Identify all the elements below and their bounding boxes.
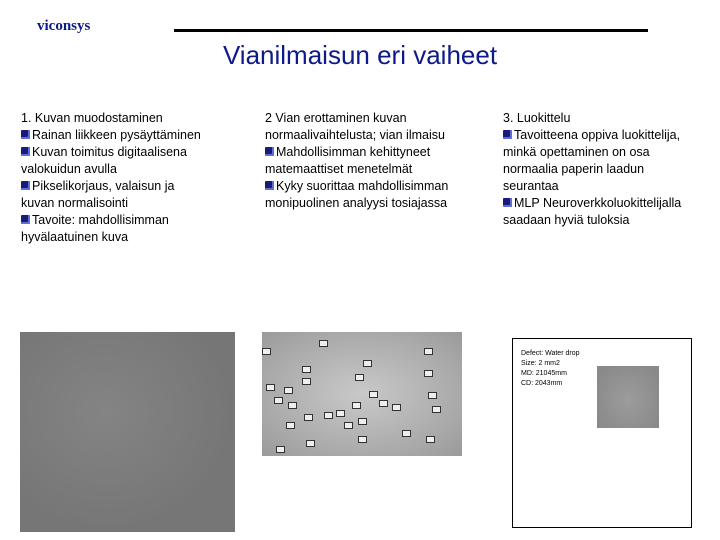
defect-marker xyxy=(302,378,311,385)
bullet-icon xyxy=(265,147,274,156)
bullet-icon xyxy=(21,181,30,190)
slide-title: Vianilmaisun eri vaiheet xyxy=(222,40,498,70)
defect-marker xyxy=(324,412,333,419)
defect-marker xyxy=(266,384,275,391)
bullet-icon xyxy=(21,130,30,139)
classification-result-panel xyxy=(512,338,692,528)
raw-web-image xyxy=(20,332,235,532)
defect-marker xyxy=(336,410,345,417)
defect-marker xyxy=(262,348,271,355)
list-item: Kuvan toimitus digitaalisena valokuidun avulla xyxy=(21,145,187,176)
detected-defects-image xyxy=(262,332,462,456)
bullet-icon xyxy=(503,198,512,207)
column-heading: 3. Luokittelu xyxy=(503,111,571,125)
list-item: Mahdollisimman kehittyneet matemaattiset menetelmät xyxy=(265,145,431,176)
defect-marker xyxy=(304,414,313,421)
defect-marker xyxy=(432,406,441,413)
column-classification xyxy=(503,110,693,229)
defect-marker xyxy=(402,430,411,437)
defect-marker xyxy=(428,392,437,399)
list-item: Pikselikorjaus, valaisun ja kuvan normalisointi xyxy=(21,179,175,210)
defect-info xyxy=(521,349,580,389)
column-image-acquisition xyxy=(21,110,211,246)
defect-marker xyxy=(288,402,297,409)
defect-marker xyxy=(276,446,285,453)
defect-marker xyxy=(319,340,328,347)
list-item: MLP Neuroverkkoluokittelijalla saadaan hyviä tuloksia xyxy=(503,196,682,227)
defect-marker xyxy=(284,387,293,394)
defect-marker xyxy=(369,391,378,398)
defect-marker xyxy=(426,436,435,443)
column-defect-detection xyxy=(265,110,455,212)
list-item: Rainan liikkeen pysäyttäminen xyxy=(21,127,211,144)
bullet-icon xyxy=(265,181,274,190)
defect-md-label: MD: 21045mm xyxy=(521,370,567,377)
defect-marker xyxy=(392,404,401,411)
list-item: Tavoite: mahdollisimman hyvälaatuinen kuva xyxy=(21,213,169,244)
defect-marker xyxy=(358,418,367,425)
defect-marker xyxy=(424,370,433,377)
bullet-icon xyxy=(503,130,512,139)
defect-thumbnail-image xyxy=(597,366,659,428)
bullet-icon xyxy=(21,215,30,224)
defect-marker xyxy=(306,440,315,447)
defect-marker xyxy=(352,402,361,409)
defect-size-label: Size: 2 mm2 xyxy=(521,360,560,367)
defect-marker xyxy=(358,436,367,443)
list-item: Kyky suorittaa mahdollisimman monipuolinen analyysi tosiajassa xyxy=(265,179,449,210)
defect-marker xyxy=(286,422,295,429)
header-rule xyxy=(174,29,648,32)
defect-marker xyxy=(379,400,388,407)
brand-logo-text: viconsys xyxy=(37,18,91,34)
defect-cd-label: CD: 2043mm xyxy=(521,380,563,387)
defect-type-label: Defect: Water drop xyxy=(521,350,580,357)
defect-marker xyxy=(424,348,433,355)
defect-marker xyxy=(344,422,353,429)
defect-marker xyxy=(274,397,283,404)
column-heading: 2 Vian erottaminen kuvan normaalivaihtelusta; vian ilmaisu xyxy=(265,111,445,142)
defect-marker xyxy=(355,374,364,381)
defect-marker xyxy=(302,366,311,373)
bullet-icon xyxy=(21,147,30,156)
column-heading: 1. Kuvan muodostaminen xyxy=(21,111,163,125)
defect-marker xyxy=(363,360,372,367)
list-item: Tavoitteena oppiva luokittelija, minkä opettaminen on osa normaalia paperin laadun seurantaa xyxy=(503,128,681,193)
